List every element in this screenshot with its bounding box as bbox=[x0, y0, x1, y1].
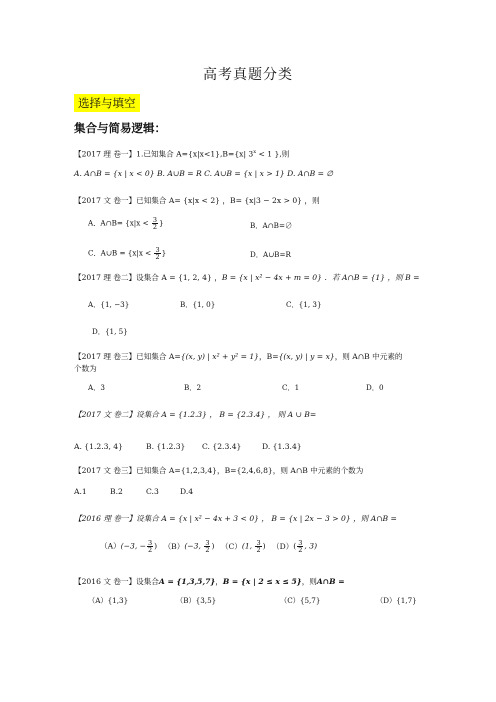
question-5-option-b: B. {1.2.3} bbox=[146, 442, 186, 451]
question-6-stem: 【2017 文 卷三】已知集合 A={1,2,3,4}，B={2,4,6,8}，则 A∩B 中元素的个数为 bbox=[74, 466, 364, 475]
question-4-option-a: A．3 bbox=[88, 383, 105, 392]
question-5-stem: 【2017 文 卷二】设集合 A = {1.2.3} ， B = {2.3.4} ， 则 A ∪ B= bbox=[74, 410, 317, 419]
question-3-option-a: A．{1, −3} bbox=[88, 300, 130, 309]
question-3-option-b: B．{1, 0} bbox=[180, 300, 216, 309]
question-1-options: A. A∩B = {x | x < 0} B. A∪B = R C. A∪B = {x | x > 1} D. A∩B = ∅ bbox=[74, 169, 334, 178]
question-6-option-d: D.4 bbox=[180, 487, 194, 496]
question-1-stem: 【2017 理 卷一】1.已知集合 A={x|x<1},B={x| $3^x < 1$ },则 bbox=[74, 149, 290, 159]
question-5-option-c: C. {2.3.4} bbox=[202, 442, 242, 451]
question-2-stem: 【2017 文 卷一】已知集合 A= {x|x < 2} ，B= {x|3 − 2x > 0} ，则 bbox=[74, 196, 320, 205]
question-8-option-d: （D）{1,7} bbox=[376, 596, 417, 605]
question-3-option-c: C．{1, 3} bbox=[286, 300, 322, 309]
question-8-stem: 【2016 文 卷一】设集合A = {1,3,5,7}，B = {x | 2 ≤ x ≤ 5}，则A∩B = bbox=[74, 577, 345, 586]
question-3-stem: 【2017 理 卷二】设集合 A = {1, 2, 4} ，B = {x | x² − 4x + m = 0} ．若 A∩B = {1} ，则 B = bbox=[74, 273, 420, 282]
question-2-option-b: B．A∩B=∅ bbox=[250, 221, 293, 230]
question-6-option-c: C.3 bbox=[146, 487, 159, 496]
question-2-option-c: C．A∪B = {x|x < $\frac{3}{2}$ } bbox=[88, 246, 167, 261]
question-2-option-a: A．A∩B= {x|x < $\frac{3}{2}$ } bbox=[88, 216, 164, 231]
question-5-option-d: D. {1.3.4} bbox=[262, 442, 302, 451]
question-6-option-b: B.2 bbox=[110, 487, 123, 496]
section-highlight-label: 选择与填空 bbox=[74, 94, 140, 112]
page-title: 高考真题分类 bbox=[203, 67, 293, 83]
question-2-option-d: D．A∪B=R bbox=[250, 250, 291, 259]
question-3-option-d: D．{1, 5} bbox=[92, 327, 128, 336]
question-8-option-a: （A）{1,3} bbox=[88, 596, 129, 605]
question-8-option-c: （C）{5,7} bbox=[280, 596, 321, 605]
question-4-stem: 【2017 理 卷三】已知集合 A={(x, y) | x² + y² = 1}，B={(x, y) | y = x}，则 A∩B 中元素的 bbox=[74, 352, 403, 361]
question-7-stem: 【2016 理 卷一】设集合 A = {x | x² − 4x + 3 < 0} ， B = {x | 2x − 3 > 0} ，则 A∩B = bbox=[74, 514, 397, 523]
question-8-option-b: （B）{3,5} bbox=[176, 596, 217, 605]
question-5-option-a: A. {1.2.3, 4} bbox=[74, 442, 123, 451]
subheading: 集合与简易逻辑： bbox=[74, 121, 166, 135]
question-4-option-b: B．2 bbox=[184, 383, 202, 392]
question-7-options: （A）(−3, − $\frac{3}{2}$ ) （B）(−3, $\frac{3}{2}$ ) （C）(1, $\frac{3}{2}$ ) （D）( $\frac{3}{2}$ , 3) bbox=[100, 539, 318, 554]
question-4-option-c: C．1 bbox=[282, 383, 300, 392]
question-4-option-d: D．0 bbox=[366, 383, 384, 392]
question-4-stem-cont: 个数为 bbox=[74, 364, 97, 373]
question-6-option-a: A.1 bbox=[74, 487, 87, 496]
